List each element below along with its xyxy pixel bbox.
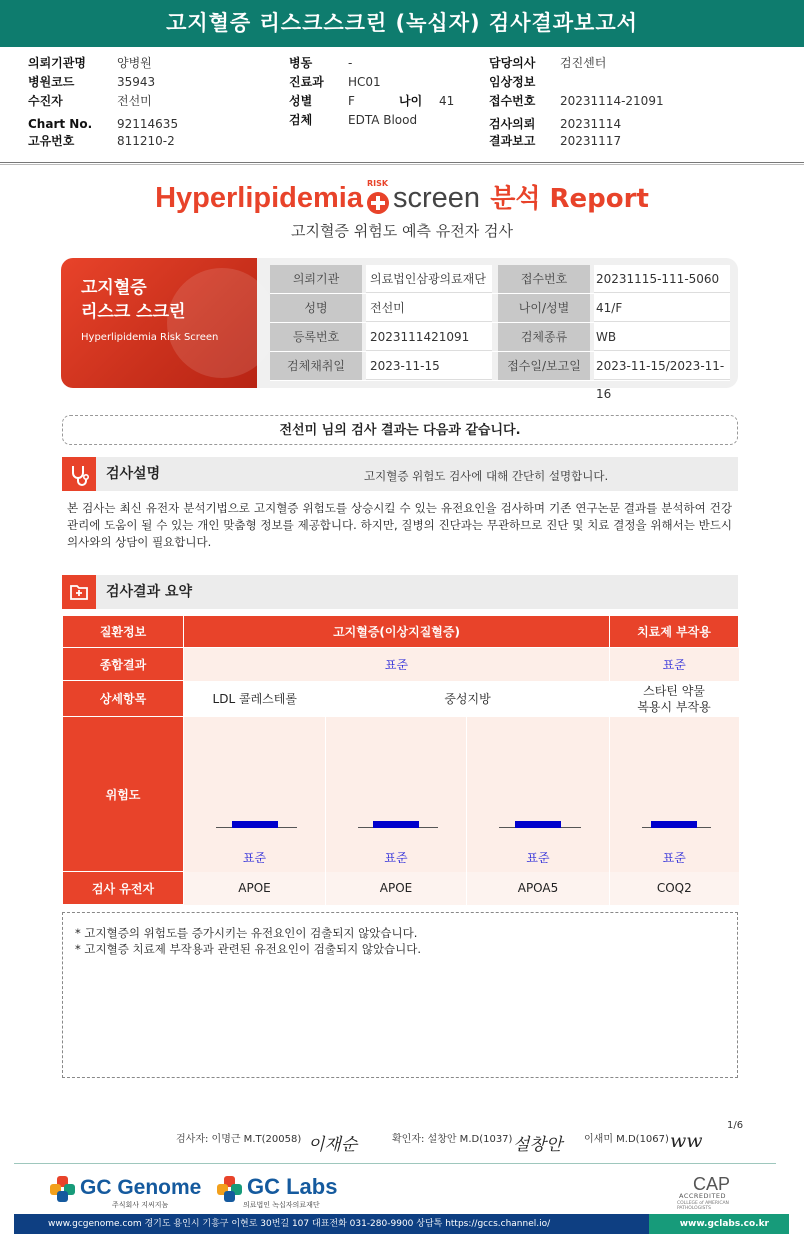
gauge-bar <box>373 821 419 828</box>
card-label: 접수번호 <box>498 265 590 293</box>
table-row <box>63 681 739 717</box>
meta-value: 811210-2 <box>117 134 175 148</box>
card-label: 의뢰기관 <box>270 265 362 293</box>
card-value: 전선미 <box>366 294 492 322</box>
logo-gc-genome-sub: 주식회사 지씨지놈 <box>112 1201 169 1209</box>
meta-value: HC01 <box>348 75 381 89</box>
card-value: 2023111421091 <box>366 323 492 351</box>
gene-name: APOA5 <box>467 872 610 905</box>
meta-value: 전선미 <box>117 94 152 108</box>
brand-part-3: 분석 Report <box>490 184 649 214</box>
risk-gauge <box>610 717 739 872</box>
card-title-line-2: 리스크 스크린 <box>81 302 186 322</box>
medical-folder-icon <box>62 575 96 609</box>
third-signature: ww <box>670 1130 703 1152</box>
overall-drug-result: 표준 <box>610 648 739 681</box>
cap-text: CAP <box>693 1174 731 1194</box>
footer-site-link[interactable]: www.gclabs.co.kr <box>679 1219 769 1229</box>
meta-key: 진료과 <box>289 75 324 89</box>
table-row <box>63 717 739 872</box>
gc-labs-logo-icon <box>217 1176 243 1202</box>
gene-name: APOE <box>326 872 467 905</box>
item-ldl: LDL 콜레스테롤 <box>184 681 326 717</box>
card-row <box>270 323 730 352</box>
gauge-bar <box>651 821 697 828</box>
risk-label: RISK <box>367 178 389 188</box>
risk-cross-icon <box>367 178 389 214</box>
brand-subtitle: 고지혈증 위험도 예측 유전자 검사 <box>291 222 513 240</box>
risk-label: 표준 <box>662 850 686 865</box>
card-row <box>270 352 730 401</box>
section-title: 검사결과 요약 <box>106 584 193 600</box>
risk-label: 표준 <box>526 850 550 865</box>
section-title: 검사설명 <box>106 466 161 482</box>
gene-name: APOE <box>184 872 326 905</box>
meta-value: EDTA Blood <box>348 113 418 127</box>
confirmer-signature: 설창안 <box>513 1135 563 1155</box>
risk-gauge <box>467 717 610 872</box>
card-label: 검체종류 <box>498 323 590 351</box>
stethoscope-icon <box>62 457 96 491</box>
section-description: 고지혈증 위험도 검사에 대해 간단히 설명합니다. <box>364 469 609 483</box>
meta-value: 20231114 <box>560 117 622 131</box>
tester-name: 검사자: 이명근 M.T(20058) <box>176 1134 302 1145</box>
gene-name: COQ2 <box>610 872 739 905</box>
gauge-bar <box>232 821 278 828</box>
info-card <box>61 258 738 401</box>
section-explain-header <box>62 457 738 491</box>
note-line: * 고지혈증의 위험도를 증가시키는 유전요인이 검출되지 않았습니다. <box>75 926 418 940</box>
item-triglyceride: 중성지방 <box>326 681 610 717</box>
meta-key: Chart No. <box>28 117 93 131</box>
explanation-text: 본 검사는 최신 유전자 분석기법으로 고지혈증 위험도를 상승시킬 수 있는 유전요인을 검사하며 기존 연구논문 결과를 분석하여 건강 관리에 도움이 될 수 있는 개인 맞춤형 정보를 제공합니다. 하지만, 질병의 진단과는 무관하므로 진단 및 치료 결정을 위해서는 반드시 의사와의 상담이 필요합니다. <box>67 501 732 549</box>
meta-key: 성별 <box>289 94 313 108</box>
brand-part-2: screen <box>393 182 481 214</box>
confirmer-name: 확인자: 설창안 M.D(1037) <box>392 1134 513 1145</box>
meta-col-3 <box>489 54 664 151</box>
report-title: 고지혈증 리스크스크린 (녹십자) 검사결과보고서 <box>0 0 804 47</box>
card-label: 나이/성별 <box>498 294 590 322</box>
meta-key: 의뢰기관명 <box>28 56 86 70</box>
meta-value: F <box>348 94 355 108</box>
row-label: 검사 유전자 <box>63 872 184 905</box>
meta-key: 병원코드 <box>28 75 75 89</box>
note-line: * 고지혈증 치료제 부작용과 관련된 유전요인이 검출되지 않았습니다. <box>75 942 422 956</box>
brand-part-1: Hyperlipidemia <box>155 182 363 214</box>
card-value: 20231115-111-5060 <box>594 265 730 293</box>
meta-value: 20231117 <box>560 134 622 148</box>
cap-small: COLLEGE of AMERICAN PATHOLOGISTS <box>677 1201 729 1211</box>
card-label: 성명 <box>270 294 362 322</box>
section-summary-header <box>62 575 738 609</box>
meta-value: 20231114-21091 <box>560 94 664 108</box>
meta-key: 담당의사 <box>489 56 536 70</box>
age-label: 나이 <box>399 94 423 108</box>
row-label: 질환정보 <box>63 616 184 648</box>
card-value: 2023-11-15 <box>366 352 492 380</box>
footer-logos <box>0 1170 804 1210</box>
logo-gc-labs-sub: 의료법인 녹십자의료재단 <box>243 1201 320 1209</box>
card-title <box>81 276 185 324</box>
age-value: 41 <box>439 94 455 108</box>
overall-disease-result: 표준 <box>184 648 610 681</box>
risk-label: 표준 <box>242 850 267 865</box>
card-title-en: Hyperlipidemia Risk Screen <box>81 332 219 343</box>
risk-gauge <box>184 717 326 872</box>
meta-key: 수진자 <box>28 94 63 108</box>
meta-value: 양병원 <box>117 56 152 70</box>
row-label: 위험도 <box>63 717 184 872</box>
notes-box <box>62 912 738 1078</box>
meta-value: 35943 <box>117 75 156 89</box>
signature-row <box>0 1120 804 1155</box>
cap-accredited-logo <box>677 1174 757 1211</box>
summary-table <box>62 615 738 905</box>
card-info-table <box>270 265 730 401</box>
card-value: 2023-11-15/2023-11-16 <box>594 352 730 380</box>
row-label: 종합결과 <box>63 648 184 681</box>
footer-divider <box>14 1163 776 1164</box>
card-title-panel <box>61 258 257 388</box>
meta-key: 검체 <box>289 113 313 127</box>
card-row <box>270 265 730 294</box>
meta-key: 결과보고 <box>489 134 536 148</box>
logo-gc-labs: GC Labs <box>247 1174 338 1199</box>
table-row <box>63 872 739 905</box>
risk-label: 표준 <box>384 850 408 865</box>
card-label: 검체채취일 <box>270 352 362 380</box>
gc-genome-logo-icon <box>50 1176 76 1202</box>
table-row <box>63 648 739 681</box>
third-signer-name: 이새미 M.D(1067) <box>584 1134 669 1145</box>
meta-col-2 <box>289 54 454 130</box>
logo-gc-genome: GC Genome <box>80 1176 202 1199</box>
header-divider <box>0 162 804 165</box>
meta-value: - <box>348 56 353 70</box>
result-banner: 전선미 님의 검사 결과는 다음과 같습니다. <box>62 415 738 445</box>
patient-meta <box>0 54 804 164</box>
meta-value: 92114635 <box>117 117 179 131</box>
meta-key: 고유번호 <box>28 134 75 148</box>
risk-gauge <box>326 717 467 872</box>
meta-key: 검사의뢰 <box>489 117 536 131</box>
footer-address: www.gcgenome.com 경기도 용인시 기흥구 이현로 30번길 107 대표전화 031-280-9900 상담톡 https://gccs.channel.io/ <box>48 1219 551 1229</box>
gauge-bar <box>515 821 561 828</box>
brand-title <box>0 178 804 218</box>
card-label: 등록번호 <box>270 323 362 351</box>
footer-bar <box>14 1214 789 1234</box>
tester-signature: 이재순 <box>308 1135 358 1155</box>
disease-header: 고지혈증(이상지질혈증) <box>184 616 610 648</box>
meta-key: 임상정보 <box>489 75 536 89</box>
card-value: 41/F <box>594 294 730 322</box>
item-statin: 스타틴 약물 복용시 부작용 <box>610 681 739 717</box>
drug-header: 치료제 부작용 <box>610 616 739 648</box>
card-value: 의료법인삼광의료재단 <box>366 265 492 293</box>
meta-key: 접수번호 <box>489 94 536 108</box>
table-row <box>63 616 739 648</box>
meta-value: 검진센터 <box>560 56 607 70</box>
meta-key: 병동 <box>289 56 313 70</box>
cap-sub: ACCREDITED <box>679 1192 727 1200</box>
page-number: 1/6 <box>727 1120 744 1131</box>
card-value: WB <box>594 323 730 351</box>
card-row <box>270 294 730 323</box>
meta-col-1 <box>28 54 178 151</box>
card-title-line-1: 고지혈증 <box>81 278 147 298</box>
card-label: 접수일/보고일 <box>498 352 590 380</box>
row-label: 상세항목 <box>63 681 184 717</box>
